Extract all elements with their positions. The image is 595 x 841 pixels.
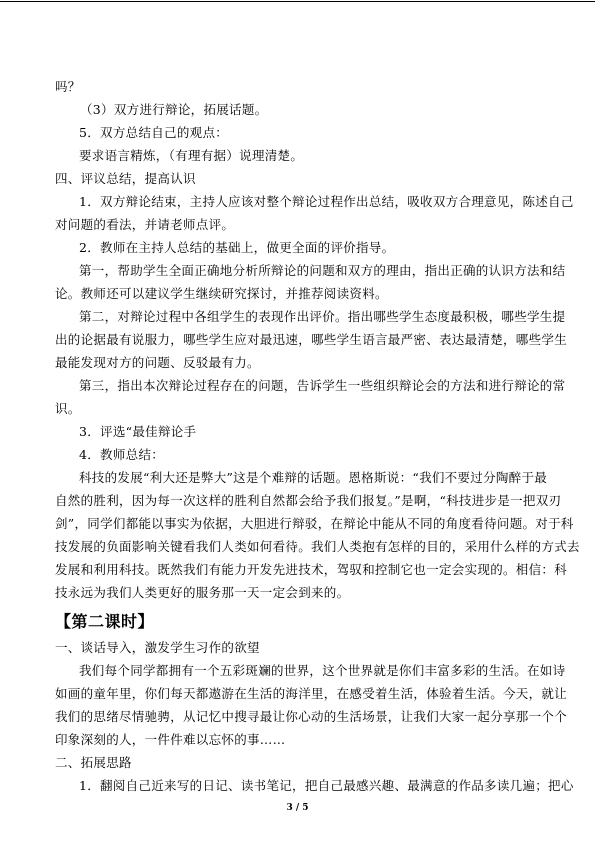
page-top-rule [0, 1, 595, 2]
text-line: 3．评选“最佳辩论手 [79, 424, 197, 439]
text-line: 技发展的负面影响关键看我们人类如何看待。我们人类抱有怎样的目的，采用什么样的方式去 [55, 539, 580, 554]
text-line: （3）双方进行辩论，拓展话题。 [80, 102, 268, 117]
section-heading: 四、评议总结，提高认识 [55, 171, 196, 186]
text-line: 1．双方辩论结束，主持人应该对整个辩论过程作出总结，吸收双方合理意见，陈述自己 [79, 194, 574, 209]
text-line: 如画的童年里，你们每天都遨游在生活的海洋里，在感受着生活，体验着生活。今天，就让 [55, 686, 568, 701]
text-line: 识。 [55, 401, 81, 416]
text-line: 第一，帮助学生全面正确地分析所辩论的问题和双方的理由，指出正确的认识方法和结 [79, 263, 566, 278]
text-line: 科技的发展“利大还是弊大”这是个难辩的话题。恩格斯说：“我们不要过分陶醉于最 [79, 470, 548, 485]
text-line: 出的论据最有说服力，哪些学生应对最迅速，哪些学生语言最严密、表达最清楚，哪些学生 [55, 332, 568, 347]
text-line: 第二，对辩论过程中各组学生的表现作出评价。指出哪些学生态度最积极，哪些学生提 [79, 309, 566, 324]
text-line: 发展和利用科技。既然我们有能力开发先进技术，驾驭和控制它也一定会实现的。相信：科 [55, 562, 568, 577]
text-line: 技永远为我们人类更好的服务那一天一定会到来的。 [55, 585, 350, 600]
text-line: 2．教师在主持人总结的基础上，做更全面的评价指导。 [79, 240, 395, 255]
text-line: 印象深刻的人，一件件难以忘怀的事…… [55, 732, 286, 747]
page-number: 3 / 5 [286, 803, 309, 813]
text-line: 最能发现对方的问题、反驳最有力。 [55, 355, 260, 370]
text-line: 对问题的看法，并请老师点评。 [55, 217, 235, 232]
text-line: 要求语言精炼，（有理有据）说理清楚。 [79, 148, 304, 163]
text-line: 论。教师还可以建议学生继续研究探讨，并推荐阅读资料。 [55, 286, 388, 301]
section-heading: 二、拓展思路 [55, 755, 132, 770]
text-line: 1．翻阅自己近来写的日记、读书笔记，把自己最感兴趣、最满意的作品多读几遍；把心 [79, 778, 574, 793]
text-line: 吗？ [55, 79, 81, 94]
text-line: 5．双方总结自己的观点： [79, 125, 229, 140]
lesson-title: 【第二课时】 [55, 612, 155, 631]
text-line: 自然的胜利，因为每一次这样的胜利自然都会给予我们报复。”是啊，“科技进步是一把双刃 [55, 493, 562, 508]
text-line: 4．教师总结： [79, 447, 165, 462]
text-line: 第三，指出本次辩论过程存在的问题，告诉学生一些组织辩论会的方法和进行辩论的常 [79, 378, 566, 393]
text-line: 我们的思绪尽情驰骋，从记忆中搜寻最让你心动的生活场景，让我们大家一起分享那一个个 [55, 709, 568, 724]
text-line: 剑”，同学们都能以事实为依据，大胆进行辩驳，在辩论中能从不同的角度看待问题。对于科 [55, 516, 574, 531]
section-heading: 一、谈话导入，激发学生习作的欲望 [55, 640, 260, 655]
text-line: 我们每个同学都拥有一个五彩斑斓的世界，这个世界就是你们丰富多彩的生活。在如诗 [79, 663, 566, 678]
